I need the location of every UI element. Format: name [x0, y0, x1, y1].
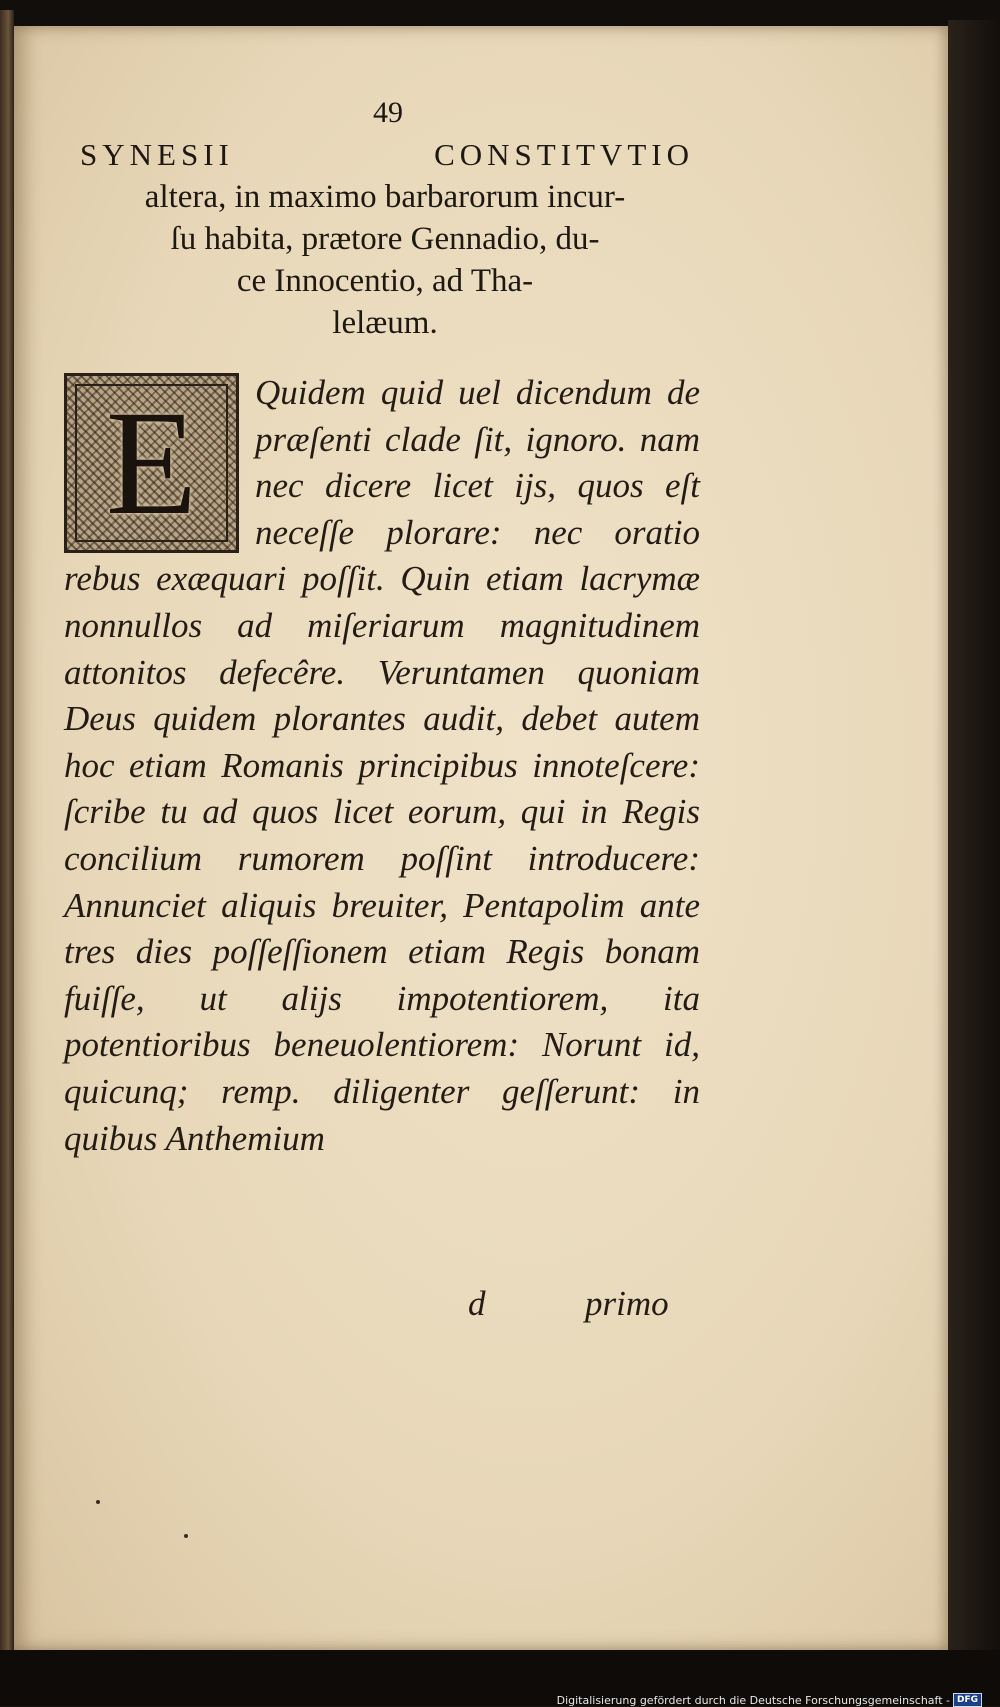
scan-top-edge: [0, 0, 1000, 26]
page-foot: [0, 1284, 710, 1334]
catchword: primo: [585, 1284, 669, 1323]
body-first-word: Quidem: [255, 373, 366, 412]
book-binding-edge: [0, 10, 14, 1650]
dfg-logo-icon: DFG: [953, 1693, 982, 1707]
credit-text: Digitalisierung gefördert durch die Deutsche Forschungsgemeinschaft -: [556, 1693, 950, 1707]
heading-line: lelæum.: [332, 305, 438, 341]
body-paragraph: quid uel dicendum de præſenti clade ſit, ignoro. nam nec dicere licet ijs, quos eſt neceſſe plorare: nec oratio rebus exæquari poſſit. Quin etiam lacrymæ nonnullos ad miſeriarum magnitudinem attonitos defecêre. Veruntamen quoniam Deus quidem plorantes audit, debet autem hoc etiam Romanis principibus innoteſcere: ſcribe tu ad quos licet eorum, qui in Regis concilium rumorem poſſint introducere: Annunciet aliquis breuiter, Pentapolim ante tres dies poſſeſſionem etiam Regis bonam fuiſſe, ut alijs impotentiorem, ita potentioribus beneuolentiorem: Norunt id, quicunq; remp. diligenter geſſerunt: in quibus Anthemium: [64, 373, 701, 1158]
heading-title: [60, 134, 710, 176]
heading-title-word: SYNESII: [80, 137, 234, 172]
heading-title-word: CONSTITVTIO: [434, 137, 694, 172]
ink-speck: [184, 1534, 188, 1538]
chapter-heading: [60, 134, 710, 344]
page-number: 49: [373, 96, 403, 129]
body-text: [64, 370, 700, 1162]
ink-speck: [96, 1500, 100, 1504]
heading-line: ſu habita, prætore Gennadio, du-: [170, 221, 600, 257]
signature-mark: d: [468, 1284, 486, 1323]
scan-right-edge: [948, 20, 1000, 1660]
digitization-credit: [557, 1693, 982, 1707]
heading-line: altera, in maximo barbarorum incur-: [144, 179, 626, 215]
decorated-initial: [64, 373, 239, 553]
heading-line: ce Innocentio, ad Tha-: [236, 263, 534, 299]
initial-letter: E: [105, 380, 198, 546]
